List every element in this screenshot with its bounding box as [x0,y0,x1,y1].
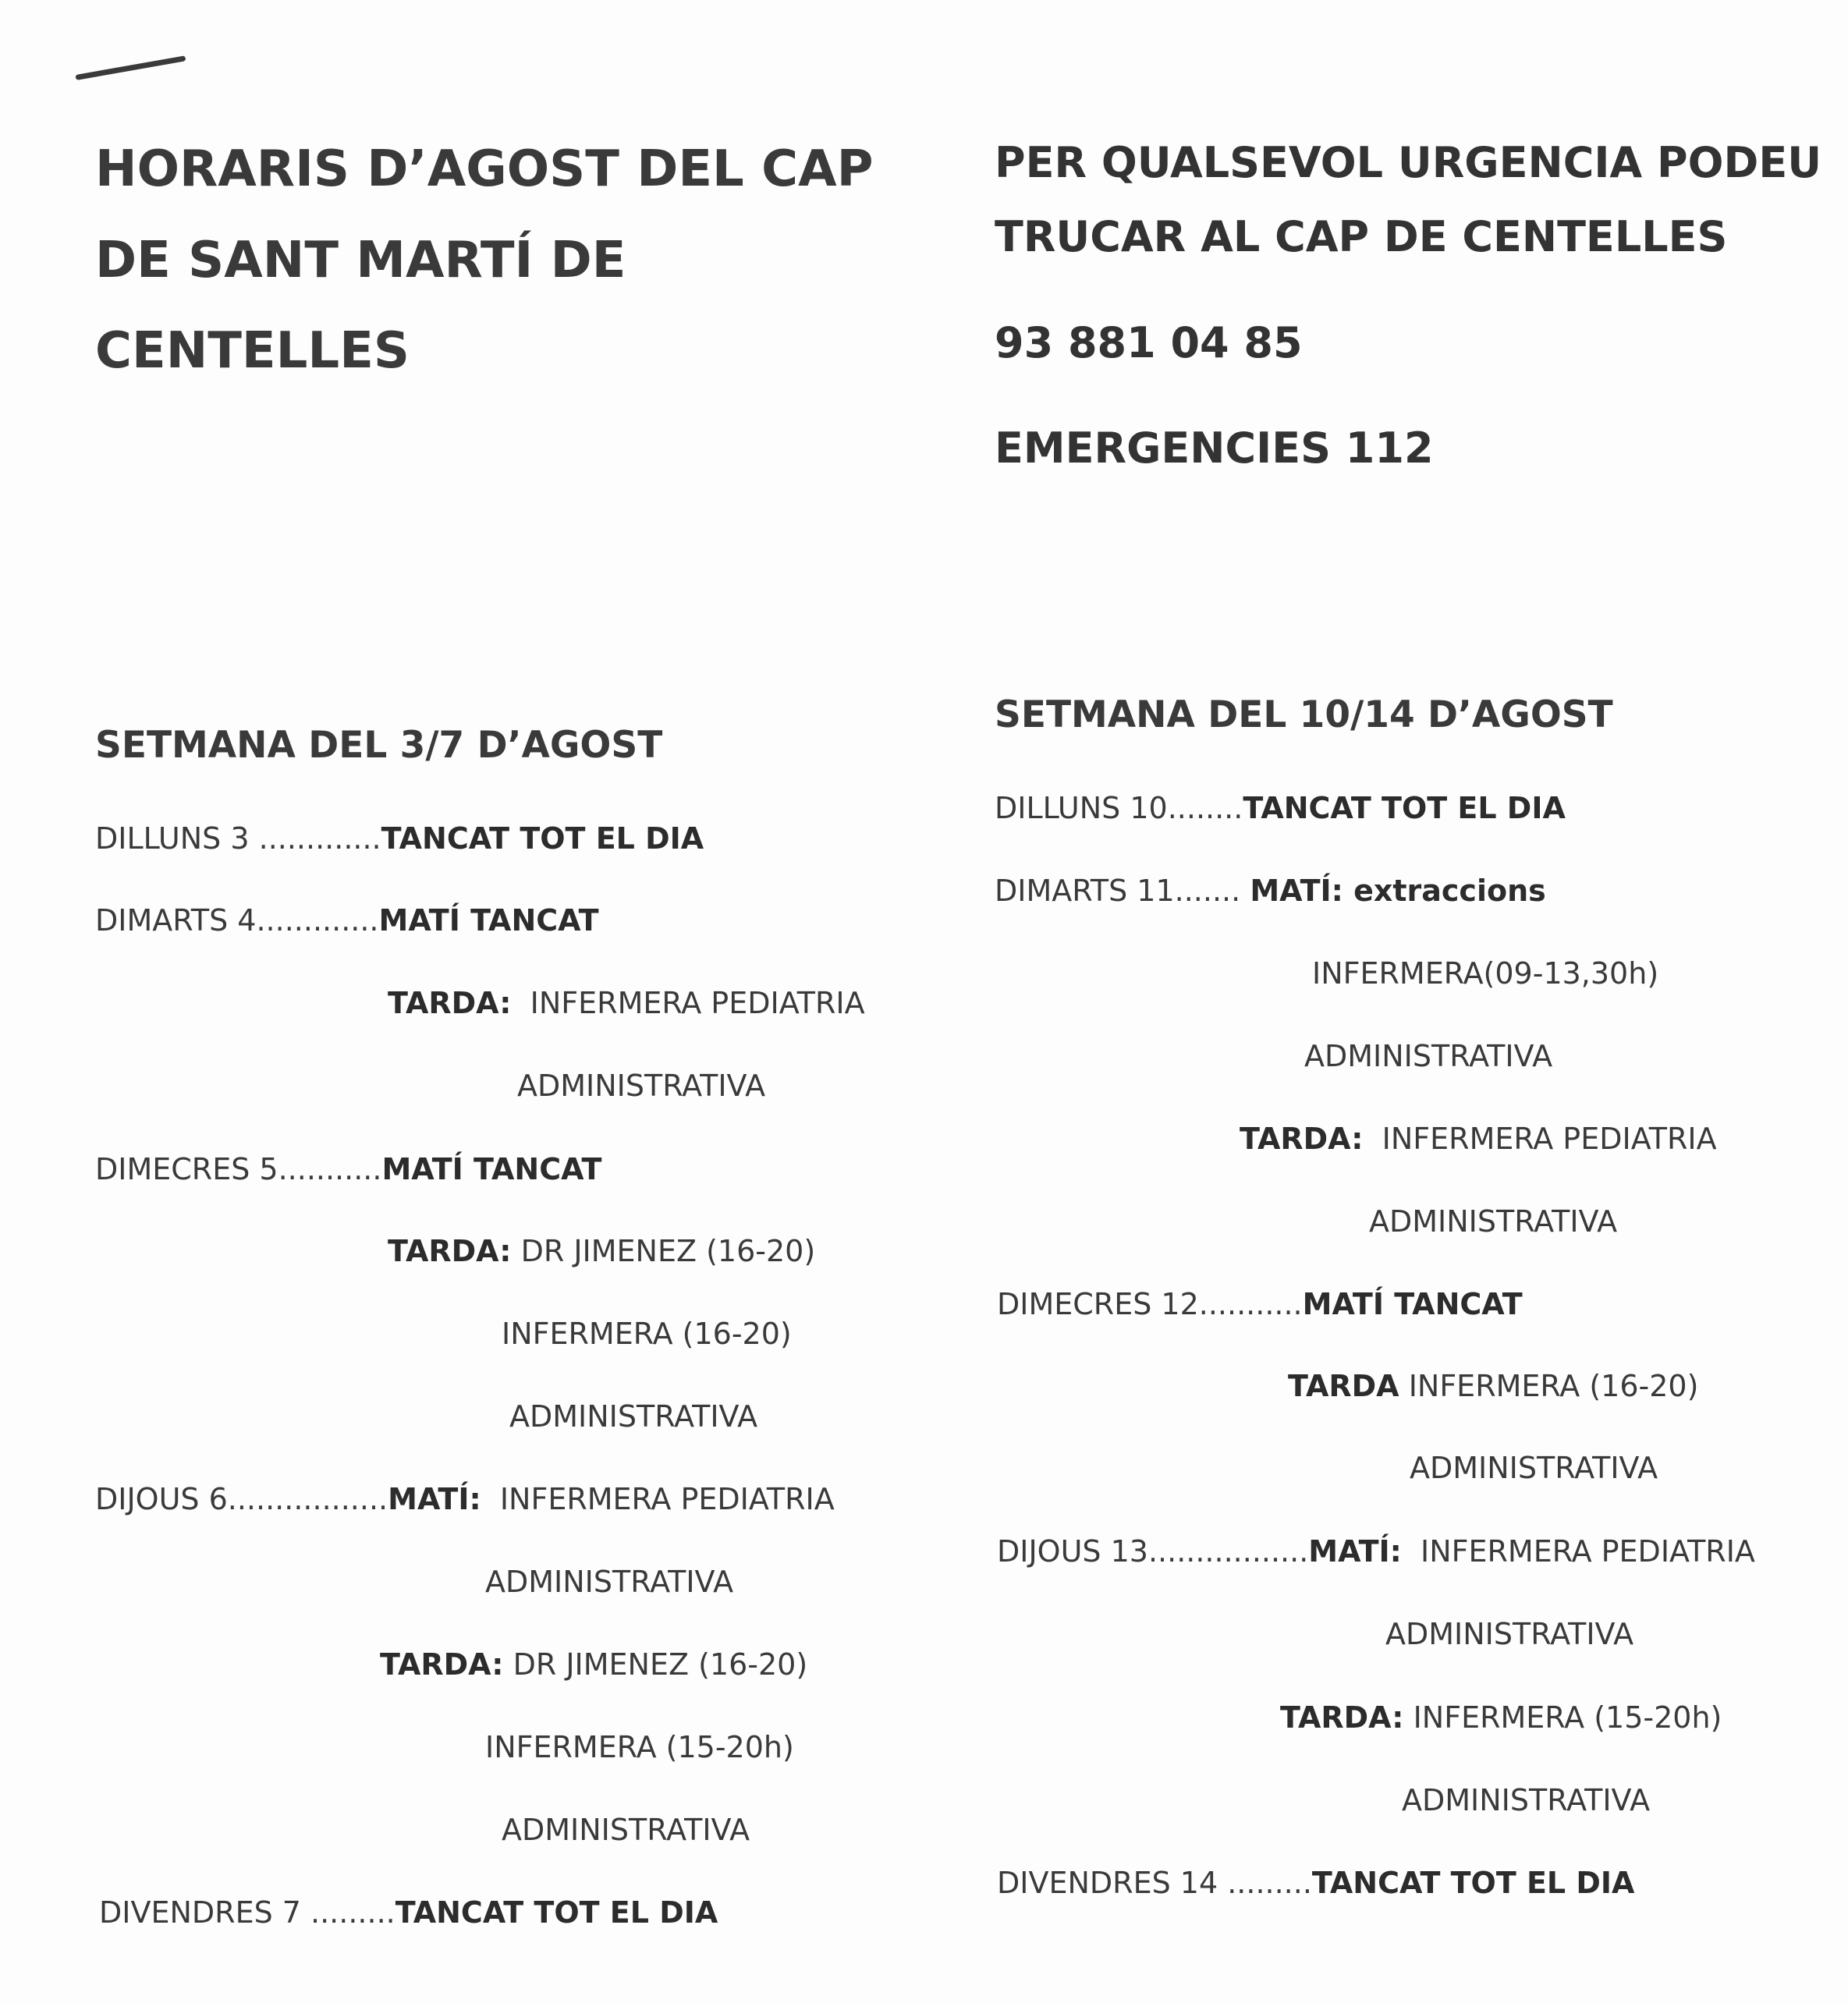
week1-dijous-day: DIJOUS 6................. [95,1482,388,1516]
week1-dilluns [95,821,704,856]
week2-dimecres-status: MATÍ TANCAT [1302,1287,1523,1321]
week2-dimarts-mati: MATÍ: extraccions [1250,874,1546,908]
week1-dijous-mati-label: MATÍ: [388,1482,481,1516]
week2-dijous [997,1534,1755,1569]
week1-dimecres-extra2: ADMINISTRATIVA [509,1399,758,1434]
week2-dijous-tarda [1280,1700,1722,1735]
week2-heading: SETMANA DEL 10/14 D’AGOST [995,693,1613,736]
contact-line-1: PER QUALSEVOL URGENCIA PODEU [995,138,1822,187]
week2-dimarts-tarda-text: INFERMERA PEDIATRIA [1382,1122,1717,1156]
week1-dilluns-day: DILLUNS 3 ............. [95,821,381,856]
week2-dimarts-day: DIMARTS 11....... [995,874,1241,908]
week2-dilluns-day: DILLUNS 10........ [995,791,1243,825]
week2-divendres-status: TANCAT TOT EL DIA [1311,1866,1635,1900]
week1-dimarts-tarda-text: INFERMERA PEDIATRIA [530,986,865,1020]
week2-dimecres-extra1: ADMINISTRATIVA [1410,1451,1658,1485]
week2-dimarts-tarda-label: TARDA: [1240,1122,1364,1156]
week2-divendres [997,1866,1634,1900]
week1-dijous-extra2: INFERMERA (15-20h) [485,1730,794,1764]
week2-dimarts-extra3: ADMINISTRATIVA [1369,1204,1618,1239]
week1-dimarts-day: DIMARTS 4............. [95,903,379,938]
week2-dijous-day: DIJOUS 13................. [997,1534,1309,1569]
week2-dijous-mati-text: INFERMERA PEDIATRIA [1421,1534,1755,1569]
pen-stroke-mark [75,55,186,80]
title-line-3: CENTELLES [95,322,410,380]
week1-dimarts-tarda [388,986,865,1020]
week2-dimecres-tarda-text: INFERMERA (16-20) [1408,1369,1699,1403]
week1-dimarts-tarda-label: TARDA: [388,986,512,1020]
week2-dilluns [995,791,1566,825]
week2-dimecres [997,1287,1523,1321]
week2-dilluns-status: TANCAT TOT EL DIA [1243,791,1566,825]
week1-dijous-tarda [380,1647,807,1682]
week1-dimecres-extra1: INFERMERA (16-20) [502,1317,792,1351]
week2-dimarts-extra1: INFERMERA(09-13,30h) [1312,956,1659,991]
week1-dijous-tarda-label: TARDA: [380,1647,504,1682]
week1-heading: SETMANA DEL 3/7 D’AGOST [95,724,663,767]
week1-dijous-mati-text: INFERMERA PEDIATRIA [499,1482,835,1516]
week1-dimecres-tarda-label: TARDA: [388,1234,512,1268]
week1-dijous-extra1: ADMINISTRATIVA [485,1565,734,1599]
week1-dimecres-day: DIMECRES 5........... [95,1152,382,1186]
week1-dijous [95,1482,835,1516]
week1-divendres [99,1895,718,1930]
week2-dijous-tarda-text: INFERMERA (15-20h) [1413,1700,1722,1735]
week1-dimarts-status: MATÍ TANCAT [378,903,599,938]
week1-dimecres [95,1152,601,1186]
week2-dijous-tarda-label: TARDA: [1280,1700,1404,1735]
week2-dimarts-tarda [1240,1122,1717,1156]
week2-dimarts-extra2: ADMINISTRATIVA [1304,1039,1553,1073]
week1-dimecres-status: MATÍ TANCAT [381,1152,602,1186]
week2-dimecres-tarda-label: TARDA [1288,1369,1399,1403]
week1-divendres-day: DIVENDRES 7 ......... [99,1895,395,1930]
week2-dijous-extra1: ADMINISTRATIVA [1385,1617,1634,1651]
week1-divendres-status: TANCAT TOT EL DIA [395,1895,718,1930]
week1-dimarts-extra1: ADMINISTRATIVA [517,1069,766,1103]
week1-dijous-tarda-text: DR JIMENEZ (16-20) [513,1647,808,1682]
week1-dimecres-tarda-text: DR JIMENEZ (16-20) [520,1234,816,1268]
week1-dilluns-status: TANCAT TOT EL DIA [381,821,704,856]
title-line-2: DE SANT MARTÍ DE [95,232,626,289]
week1-dimecres-tarda [388,1234,815,1268]
title-line-1: HORARIS D’AGOST DEL CAP [95,140,874,198]
week2-dimarts [995,874,1546,908]
week2-dimecres-tarda [1288,1369,1698,1403]
contact-line-2: TRUCAR AL CAP DE CENTELLES [995,212,1728,261]
contact-emergencies: EMERGENCIES 112 [995,424,1434,473]
week2-divendres-day: DIVENDRES 14 ......... [997,1866,1312,1900]
contact-phone: 93 881 04 85 [995,318,1303,367]
week2-dijous-extra2: ADMINISTRATIVA [1402,1783,1651,1817]
week2-dimecres-day: DIMECRES 12........... [997,1287,1303,1321]
week1-dijous-extra3: ADMINISTRATIVA [502,1813,750,1847]
week1-dimarts [95,903,599,938]
week2-dijous-mati-label: MATÍ: [1308,1534,1402,1569]
